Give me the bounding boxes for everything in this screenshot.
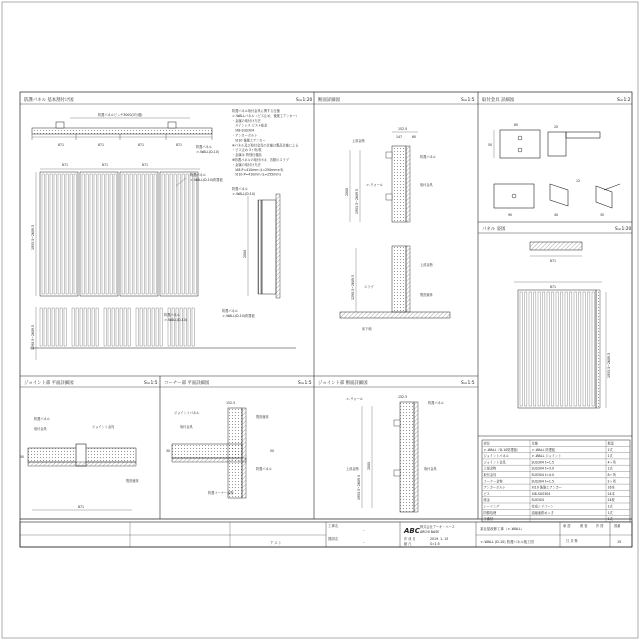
spec-cell: 8ヶ所 <box>607 473 616 477</box>
pe-slat <box>552 292 554 406</box>
elev-slat <box>182 174 184 294</box>
br-dim-30: 30 <box>600 213 605 217</box>
pe-height: 1955.5~2609.5 <box>607 353 611 378</box>
elev-slat <box>54 174 56 294</box>
spec-cell: 1式 <box>607 447 613 452</box>
plan-dim-1: 871 <box>58 143 65 147</box>
js-label-wall: ｅ-ウォール <box>346 397 363 401</box>
note-line: ｅ-WALLパネル（ビス止め、後施工アンカー） <box>232 113 299 118</box>
plan-dim-3: 871 <box>138 143 145 147</box>
sec-dim-range: 1955.5~2609.5 <box>355 189 359 214</box>
elev-slat <box>170 174 172 294</box>
elev-slat <box>106 174 108 294</box>
spec-cell: シーリング <box>483 504 500 509</box>
elev-pitch-3: 871 <box>142 163 149 167</box>
note-line: ・アンカーボルト <box>232 133 258 138</box>
joint-plan <box>20 416 140 510</box>
pe-slat <box>520 292 522 406</box>
js-dim-1525: 152.5 <box>398 395 408 399</box>
low-slat <box>128 308 130 346</box>
jp-label-joint: ジョイント金具 <box>92 425 115 429</box>
sec-dim-60: 60 <box>412 135 417 139</box>
tb-label-e: 縮 尺 <box>404 542 412 546</box>
note-line: ※防護パネルの取付けは、各階のスラブ <box>232 158 289 162</box>
pe-slat <box>588 292 590 406</box>
low-panel-label: 防護パネル <box>164 313 180 317</box>
sec-dim-1525: 152.5 <box>398 127 408 131</box>
spec-cell: SUS304 t=4.0 <box>531 473 554 477</box>
tb-drawing: ｅ-WALL (D-10) 防護パネル施工図 <box>480 540 534 544</box>
tb-label-d: 作 成 日 <box>404 537 416 541</box>
low-dim-label: 1290.5~2609.5 <box>31 325 35 350</box>
spec-header: 数量 <box>607 441 614 446</box>
low-slat <box>76 308 78 346</box>
js-label-bracket: 取付金具 <box>424 467 437 471</box>
js-label-top: 上部金物 <box>346 467 359 471</box>
cp-dim-50: 50 <box>270 449 275 453</box>
spec-cell: ビス <box>483 491 490 496</box>
plan-panel-label: 防護パネル <box>196 145 212 149</box>
elev-slat <box>194 174 196 294</box>
elev-slat <box>42 174 44 294</box>
low-slat <box>96 308 98 346</box>
spec-cell: 取付金具 <box>483 473 497 477</box>
spec-cell: ｅ-WALL（D-10防護板） <box>483 447 521 452</box>
note-line: ※パネル及び取付金具の仕様は製品仕様による <box>232 143 299 148</box>
spec-cell: 24枚 <box>607 498 615 503</box>
low-slat <box>56 308 58 346</box>
sec-label-top: 上部金物 <box>352 139 365 143</box>
tb-label-c: 図番 <box>614 524 621 528</box>
spec-header: 仕様 <box>531 441 538 446</box>
tb-dash-1: － <box>362 529 366 533</box>
br-dim-65: 65 <box>514 123 519 127</box>
tb-label-b: 図面名 <box>328 537 339 541</box>
cp-label-joint: ジョイントパネル <box>174 411 200 415</box>
plan-total-label: 防護パネルピッチ3000(3分割) <box>98 113 143 117</box>
elev-slat <box>130 174 132 294</box>
spec-cell: SUS304 t=3.0 <box>531 466 554 471</box>
panel4-title: パネル 姿図 <box>482 227 506 232</box>
jp-dim-871: 871 <box>78 505 85 509</box>
spec-cell: SUS304 t=1.5 <box>531 479 554 484</box>
low-slat <box>92 308 94 346</box>
elev-slat <box>114 174 116 294</box>
sec-label-panel: 防護パネル <box>420 155 436 159</box>
spec-cell: 16本 <box>607 485 615 490</box>
elev-panel-spec: ｅ-WALL(D-10)防護板 <box>190 178 223 182</box>
panel-elevation <box>514 242 611 408</box>
side-panel-spec: ｅ-WALL(D-10) <box>232 192 256 196</box>
sec-label-top-2: 上部金物 <box>420 263 433 267</box>
elev-slat <box>94 174 96 294</box>
low-slat <box>104 308 106 346</box>
note-line: ステンレス ビス+座金 <box>232 123 268 128</box>
pe-slat <box>543 292 545 406</box>
low-panel-spec-2: ｅ-WALL(D-10)防護板 <box>222 314 255 318</box>
tb-logo: ABC <box>404 527 420 535</box>
cp-label-panel: 防護パネル <box>256 467 272 471</box>
side-dim-2000: 2000 <box>243 249 247 258</box>
bracket-detail <box>488 123 620 217</box>
low-slat <box>124 308 126 346</box>
low-slat <box>40 308 42 346</box>
spec-cell: アンカーボルト <box>483 485 506 490</box>
tb-draw: 作 図 <box>596 524 604 528</box>
spec-cell: ｅ-WALL 防護板 <box>531 447 555 452</box>
elev-slat <box>166 174 168 294</box>
spec-cell: 1式 <box>607 454 613 459</box>
spec-cell: 1式 <box>607 504 613 509</box>
sec-dim-147: 147 <box>396 135 403 139</box>
pe-slat <box>538 292 540 406</box>
notes-block <box>232 108 299 177</box>
br-dim-50: 50 <box>488 143 493 147</box>
tb-label-a: 工事名 <box>328 524 339 528</box>
elev-slat <box>162 174 164 294</box>
spec-cell: 上部金物 <box>483 466 497 471</box>
plan-dim-4: 871 <box>176 143 183 147</box>
note-line: Ｍ8-P=410mm (L=250mm×3) <box>232 167 284 172</box>
note-line: Ｍ10-P=410mm (L=255mm) <box>232 172 281 177</box>
tb-note: ア ス ト <box>270 541 282 545</box>
spec-cell: 1式 <box>607 517 613 522</box>
sec-label-wall: ｅ-ウォール <box>366 183 383 187</box>
elev-slat <box>186 174 188 294</box>
corner-plan <box>166 401 274 498</box>
sec-dim-2000: 2000 <box>345 187 349 196</box>
note-line: ・ビス止め 3ヶ所/枚 <box>232 148 262 153</box>
elev-slat <box>110 174 112 294</box>
low-slat <box>136 308 138 346</box>
js-dim-2000: 2000 <box>367 461 371 470</box>
note-line: Ｍ10 後施工アンカー <box>232 138 266 143</box>
elev-slat <box>50 174 52 294</box>
spec-cell: 座金 <box>483 498 490 503</box>
pe-slat <box>529 292 531 406</box>
plan-dim-2: 871 <box>98 143 105 147</box>
pe-slat <box>579 292 581 406</box>
low-slat <box>140 308 142 346</box>
spec-cell: 24本 <box>607 491 615 496</box>
elev-slat <box>70 174 72 294</box>
pe-slat <box>570 292 572 406</box>
low-slat <box>180 308 182 346</box>
sec-label-existing: 既設躯体 <box>420 293 433 297</box>
panel2-scale: S=1:5 <box>461 98 475 103</box>
low-panel-label-2: 防護パネル <box>222 309 238 313</box>
spec-header: 部位 <box>483 441 490 446</box>
elev-slat <box>190 174 192 294</box>
panel7-scale: S=1:5 <box>461 381 475 386</box>
panel7-title: ジョイント部 断面詳細図 <box>318 381 368 386</box>
low-slat <box>192 308 194 346</box>
tb-company: 株式会社アーキ・ベース <box>420 525 455 529</box>
pe-slat <box>565 292 567 406</box>
low-slat <box>144 308 146 346</box>
spec-cell: 1式 <box>607 466 613 471</box>
pe-slat <box>574 292 576 406</box>
note-line: Ｍ8-SUS304 <box>232 128 255 133</box>
elev-slat <box>46 174 48 294</box>
elev-slat <box>62 174 64 294</box>
spec-cell: SUS304 <box>531 498 544 503</box>
spec-cell: 4ヶ所 <box>607 460 616 465</box>
tb-dash-2: － <box>362 541 366 545</box>
low-slat <box>120 308 122 346</box>
low-slat <box>72 308 74 346</box>
spec-cell: 2ヶ所 <box>607 479 616 484</box>
br-dim-12: 12 <box>576 179 581 183</box>
low-slat <box>44 308 46 346</box>
low-slat <box>184 308 186 346</box>
elev-panel-label: 防護パネル <box>190 173 206 177</box>
elev-slat <box>98 174 100 294</box>
tb-project: 某社屋改修工事（ｅ-WALL） <box>480 527 525 531</box>
pe-slat <box>592 292 594 406</box>
elev-pitch-1: 871 <box>62 163 69 167</box>
low-slat <box>160 308 162 346</box>
note-line: ・金属の取付け方法 <box>232 162 261 167</box>
low-slat <box>112 308 114 346</box>
sec-dim-range-2: 1290.5~2609.5 <box>351 275 355 300</box>
plan-panel-spec: ｅ-WALL(D-10) <box>196 150 220 154</box>
panel3-title: 取付金具 詳細図 <box>482 98 515 103</box>
js-dim-range: 1955.5~2609.5 <box>357 475 361 500</box>
tb-scale: S=1:5 <box>430 542 440 546</box>
note-line: ・金属は 特別仕様品 <box>232 153 262 158</box>
pe-slat <box>525 292 527 406</box>
panel6-title: コーナー部 平面詳細図 <box>164 381 210 386</box>
section-detail <box>340 127 450 331</box>
low-panel-spec: ｅ-WALL(D-10) <box>164 318 188 322</box>
jp-dim-50: 50 <box>20 455 25 459</box>
spec-cell: Ｍ8-SUS304 <box>531 491 551 496</box>
spec-cell: SUS304 t=1.5 <box>531 460 554 465</box>
panel5-scale: S=1:5 <box>144 381 158 386</box>
elev-slat <box>74 174 76 294</box>
tb-check: 照 査 <box>580 524 588 528</box>
jp-label-existing: 既設躯体 <box>126 479 139 483</box>
jp-label-panel: 防護パネル <box>34 417 50 421</box>
cp-label-bracket: 取付金具 <box>180 425 193 429</box>
elev-slat <box>90 174 92 294</box>
cp-dim-30: 30 <box>166 449 171 453</box>
elev-slat <box>142 174 144 294</box>
cp-dim-1525: 152.5 <box>226 401 236 405</box>
low-slat <box>88 308 90 346</box>
elev-slat <box>82 174 84 294</box>
pe-slat <box>583 292 585 406</box>
spec-cell: 防錆処理 <box>483 510 497 515</box>
low-slat <box>188 308 190 346</box>
low-slat <box>48 308 50 346</box>
sec-label-floor: 床下地 <box>362 327 372 331</box>
elev-slat <box>126 174 128 294</box>
tb-date: 2019. 1. 15 <box>430 537 449 541</box>
joint-section <box>346 395 445 512</box>
side-panel-label: 防護パネル <box>232 187 248 191</box>
pe-width: 871 <box>550 285 557 289</box>
panel4-scale: S=1:20 <box>615 227 632 232</box>
low-slat <box>52 308 54 346</box>
elev-slat <box>102 174 104 294</box>
elev-pitch-2: 871 <box>102 163 109 167</box>
low-slat <box>80 308 82 346</box>
jp-label-bracket: 取付金具 <box>34 427 47 431</box>
spec-cell: ジョイントパネル <box>483 454 509 459</box>
sec-label-slab: スラブ <box>364 285 374 289</box>
elev-slat <box>134 174 136 294</box>
panel5-title: ジョイント部 平面詳細図 <box>24 381 74 386</box>
elev-slat <box>146 174 148 294</box>
elev-slat <box>122 174 124 294</box>
pe-slat <box>556 292 558 406</box>
elev-slat <box>174 174 176 294</box>
elev-slat <box>66 174 68 294</box>
low-slat <box>152 308 154 346</box>
low-slat <box>116 308 118 346</box>
sec-label-bracket: 取付金具 <box>420 183 433 187</box>
br-dim-40: 40 <box>554 213 559 217</box>
elev-slat <box>86 174 88 294</box>
panel2-title: 断面詳細図 <box>318 98 340 103</box>
elev-slat <box>58 174 60 294</box>
elev-slat <box>154 174 156 294</box>
spec-cell: ｅ-WALL ジョイント <box>531 454 562 459</box>
spec-cell: ジョイント金具 <box>483 460 506 465</box>
cp-label-existing: 既設躯体 <box>256 415 269 419</box>
pe-width-top: 871 <box>550 259 557 263</box>
spec-cell: 予備材 <box>483 517 494 522</box>
panel1-scale: S=1:20 <box>296 98 313 103</box>
tb-company-sub: ARCHI BASE <box>420 530 440 534</box>
note-line: 防護パネル取付金具に関する仕様 <box>232 109 280 113</box>
br-dim-20: 20 <box>554 125 559 129</box>
elev-slat <box>150 174 152 294</box>
panel6-scale: S=1:5 <box>298 381 312 386</box>
note-line: ・金属の取付け方法 <box>232 118 261 123</box>
elev-slat <box>138 174 140 294</box>
title-block <box>20 522 632 547</box>
pe-slat <box>561 292 563 406</box>
tb-approve: 承 認 <box>563 524 571 528</box>
elev-slat <box>178 174 180 294</box>
low-slat <box>60 308 62 346</box>
spec-cell: 溶融亜鉛めっき <box>531 510 554 515</box>
panel1-title: 防護パネル 基本割付け図 <box>24 98 74 103</box>
elev-height-label: 1955.5~2609.5 <box>31 225 35 250</box>
spec-cell: 1式 <box>607 510 613 515</box>
spec-cell: Ｍ10 後施工アンカー <box>531 485 562 490</box>
spec-table <box>482 440 630 522</box>
low-slat <box>108 308 110 346</box>
spec-cell: コーナー金物 <box>483 479 503 484</box>
low-slat <box>84 308 86 346</box>
br-dim-90: 90 <box>508 213 513 217</box>
low-slat <box>148 308 150 346</box>
cp-label-corner: 防護コーナー金物 <box>208 491 234 495</box>
js-label-panel: 防護パネル <box>428 401 444 405</box>
low-slat <box>156 308 158 346</box>
pe-slat <box>534 292 536 406</box>
spec-cell: 変成シリコーン <box>531 504 554 509</box>
panel3-scale: S=1:2 <box>617 98 631 103</box>
pe-slat <box>547 292 549 406</box>
low-slat <box>64 308 66 346</box>
tb-sheet-no: 15 <box>617 540 622 544</box>
tb-stamp: 日 井 株 <box>566 539 578 543</box>
